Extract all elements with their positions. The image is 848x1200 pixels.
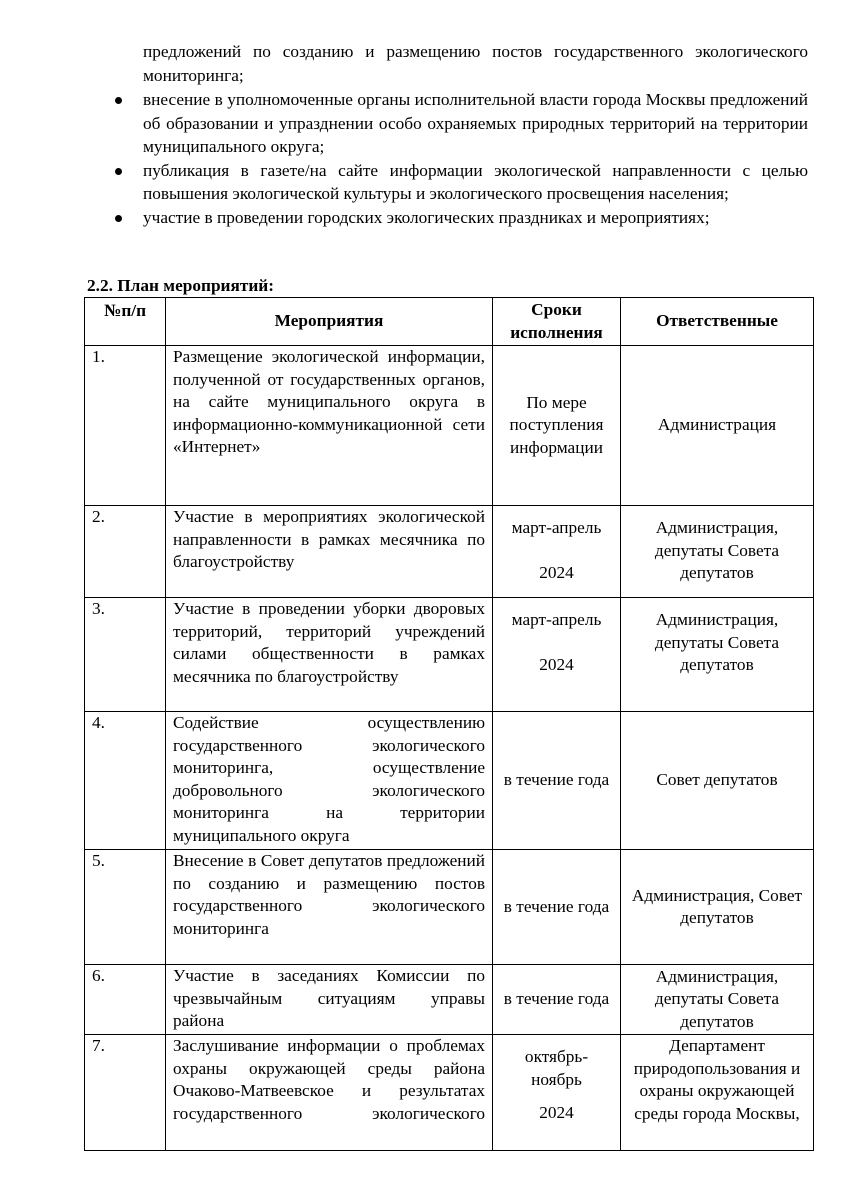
row-term [493,1035,621,1151]
activity-text: Участие в проведении уборки дворовых территорий, территорий учреждений силами общественности в рамках [173,599,485,663]
header-term-line2: исполнения [510,322,603,342]
activity-text: Заслушивание информации о проблемах охраны окружающей среды района Очаково-Матвеевское и результатах государственного экологического [173,1036,485,1123]
bullet-icon [115,215,122,222]
row-responsible: Администрация, депутаты Совета депутатов [621,965,814,1035]
activity-text: Участие в мероприятиях экологической направленности в рамках месячника по [173,507,485,549]
row-responsible: Администрация, Совет депутатов [621,850,814,965]
row-responsible: Администрация [621,346,814,506]
row-activity [166,598,493,712]
row-responsible: Администрация, депутаты Совета депутатов [621,598,814,712]
activity-last-line: «Интернет» [173,437,261,456]
table-row [85,1035,814,1151]
row-responsible: Департамент природопользования и охраны окружающей среды города Москвы, [621,1035,814,1151]
header-responsible: Ответственные [621,298,814,346]
bullet-text: участие в проведении городских экологических праздниках и мероприятиях; [143,207,710,227]
row-number: 3. [85,598,166,712]
row-number: 1. [85,346,166,506]
activity-last-line: месячника по благоустройству [173,666,399,686]
activity-text: Размещение экологической информации, полученной от государственных органов, на сайте муниципального округа в информационно-коммуникационной сети [173,347,485,434]
row-term: в течение года [493,712,621,850]
term-line2: 2024 [539,562,574,582]
bullet-text: публикация в газете/на сайте информации экологической направленности с целью повышения экологической культуры и экологического просвещения населения; [143,160,808,203]
row-responsible: Администрация, депутаты Совета депутатов [621,506,814,598]
table-row [85,506,814,598]
row-number: 5. [85,850,166,965]
table-row [85,346,814,506]
row-term [493,598,621,712]
term-line1: март-апрель [511,518,602,537]
row-term: По мере поступления информации [493,346,621,506]
activity-last-line: района [173,1011,225,1030]
row-activity [166,506,493,598]
table-row [85,965,814,1035]
table-row [85,712,814,850]
table-row [85,598,814,712]
header-num: №п/п [85,298,166,346]
term-line1: март-апрель [511,610,602,629]
row-number: 4. [85,712,166,850]
row-term [493,506,621,598]
header-term-line1: Сроки [531,300,582,319]
term-line1: октябрь-ноябрь [524,1047,589,1089]
header-activity: Мероприятия [166,298,493,346]
row-activity [166,712,493,850]
header-term [493,298,621,346]
activity-last-line: муниципального округа [173,825,350,845]
activity-plan-table [84,297,814,1151]
term-line2: 2024 [539,1103,574,1122]
row-term: в течение года [493,850,621,965]
activity-text: Участие в заседаниях Комиссии по чрезвычайным ситуациям управы [173,966,485,1008]
row-number: 2. [85,506,166,598]
row-number: 7. [85,1035,166,1151]
section-title: 2.2. План мероприятий: [87,276,275,295]
row-responsible: Совет депутатов [621,712,814,850]
bullet-icon [115,168,122,175]
bullet-list [112,88,808,229]
row-activity [166,850,493,965]
table-row [85,850,814,965]
table-header-row [85,298,814,346]
bullet-item [112,88,808,159]
term-line2: 2024 [539,654,574,674]
row-activity [166,346,493,506]
bullet-item [112,159,808,206]
row-term: в течение года [493,965,621,1035]
activity-last-line: мониторинга [173,918,269,938]
bullet-item [112,206,808,230]
row-activity [166,965,493,1035]
activity-text: Внесение в Совет депутатов предложений по созданию и размещению постов государственного экологического [173,851,485,915]
row-activity [166,1035,493,1151]
bullet-text: внесение в уполномоченные органы исполнительной власти города Москвы предложений об образовании и упразднении особо охраняемых природных территорий на территории муниципального округа; [143,90,808,156]
intro-paragraph: предложений по созданию и размещению постов государственного экологического мониторинга; [143,42,808,85]
activity-last-line: благоустройству [173,552,295,571]
row-number: 6. [85,965,166,1035]
intro-continuation [143,40,808,87]
activity-text: Содействие осуществлению государственного экологического мониторинга, осуществление добровольного экологического мониторинга на территории [173,713,485,822]
bullet-icon [115,97,122,104]
